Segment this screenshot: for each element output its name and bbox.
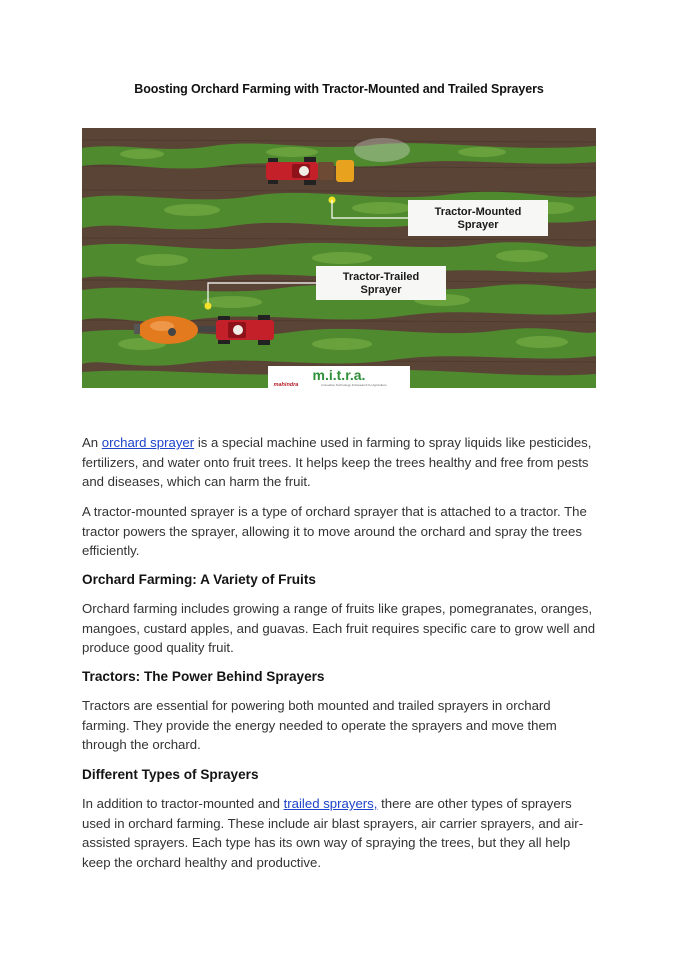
paragraph-sprayer-types — [82, 794, 598, 872]
paragraph-tractor-mounted: A tractor-mounted sprayer is a type of orchard sprayer that is attached to a tractor. The tractor powers the sprayer, allowing it to move around the orchard and spray the trees efficiently. — [82, 504, 587, 559]
label-mounted-line2: Sprayer — [457, 219, 499, 231]
paragraph-text: there are other types of sprayers used in orchard farming. These include air blast sprayers, air carrier sprayers, and air-assisted sprayers. Each type has its own way of spraying the trees, but they all help keep the orchard healthy and productive. — [82, 796, 584, 870]
paragraph-orchard-sprayer — [82, 433, 598, 492]
heading-tractors: Tractors: The Power Behind Sprayers — [82, 669, 325, 684]
paragraph-text: An — [82, 435, 102, 450]
orchard-sprayer-photo — [82, 128, 596, 388]
heading-orchard-farming: Orchard Farming: A Variety of Fruits — [82, 572, 316, 587]
mitra-logo-text: m.i.t.r.a. — [312, 367, 366, 383]
trailed-sprayers-link[interactable]: trailed sprayers, — [283, 796, 378, 811]
brand-tagline: Innovative Technology & Research for Agriculture — [321, 383, 387, 387]
paragraph-text: is a special machine used in farming to spray liquids like pesticides, fertilizers, and water onto fruit trees. It helps keep the trees healthy and free from pests and diseases, which can harm the fruit. — [82, 435, 592, 490]
heading-sprayer-types: Different Types of Sprayers — [82, 767, 259, 782]
paragraph-tractors: Tractors are essential for powering both mounted and trailed sprayers in orchard farming. They provide the energy needed to operate the sprayers and move them through the orchard. — [82, 698, 557, 753]
label-mounted-line1: Tractor-Mounted — [434, 206, 522, 218]
paragraph-text: In addition to tractor-mounted and — [82, 796, 284, 811]
document-title: Boosting Orchard Farming with Tractor-Mounted and Trailed Sprayers — [134, 82, 544, 96]
label-trailed-line2: Sprayer — [360, 284, 402, 296]
label-trailed-line1: Tractor-Trailed — [342, 271, 420, 283]
paragraph-orchard-farming: Orchard farming includes growing a range of fruits like grapes, pomegranates, oranges, mangoes, custard apples, and guavas. Each fruit requires specific care to grow well and produce good quality fruit. — [82, 601, 596, 656]
orchard-sprayer-link[interactable]: orchard sprayer — [101, 435, 195, 450]
mahindra-brand-text: mahindra — [273, 382, 299, 388]
